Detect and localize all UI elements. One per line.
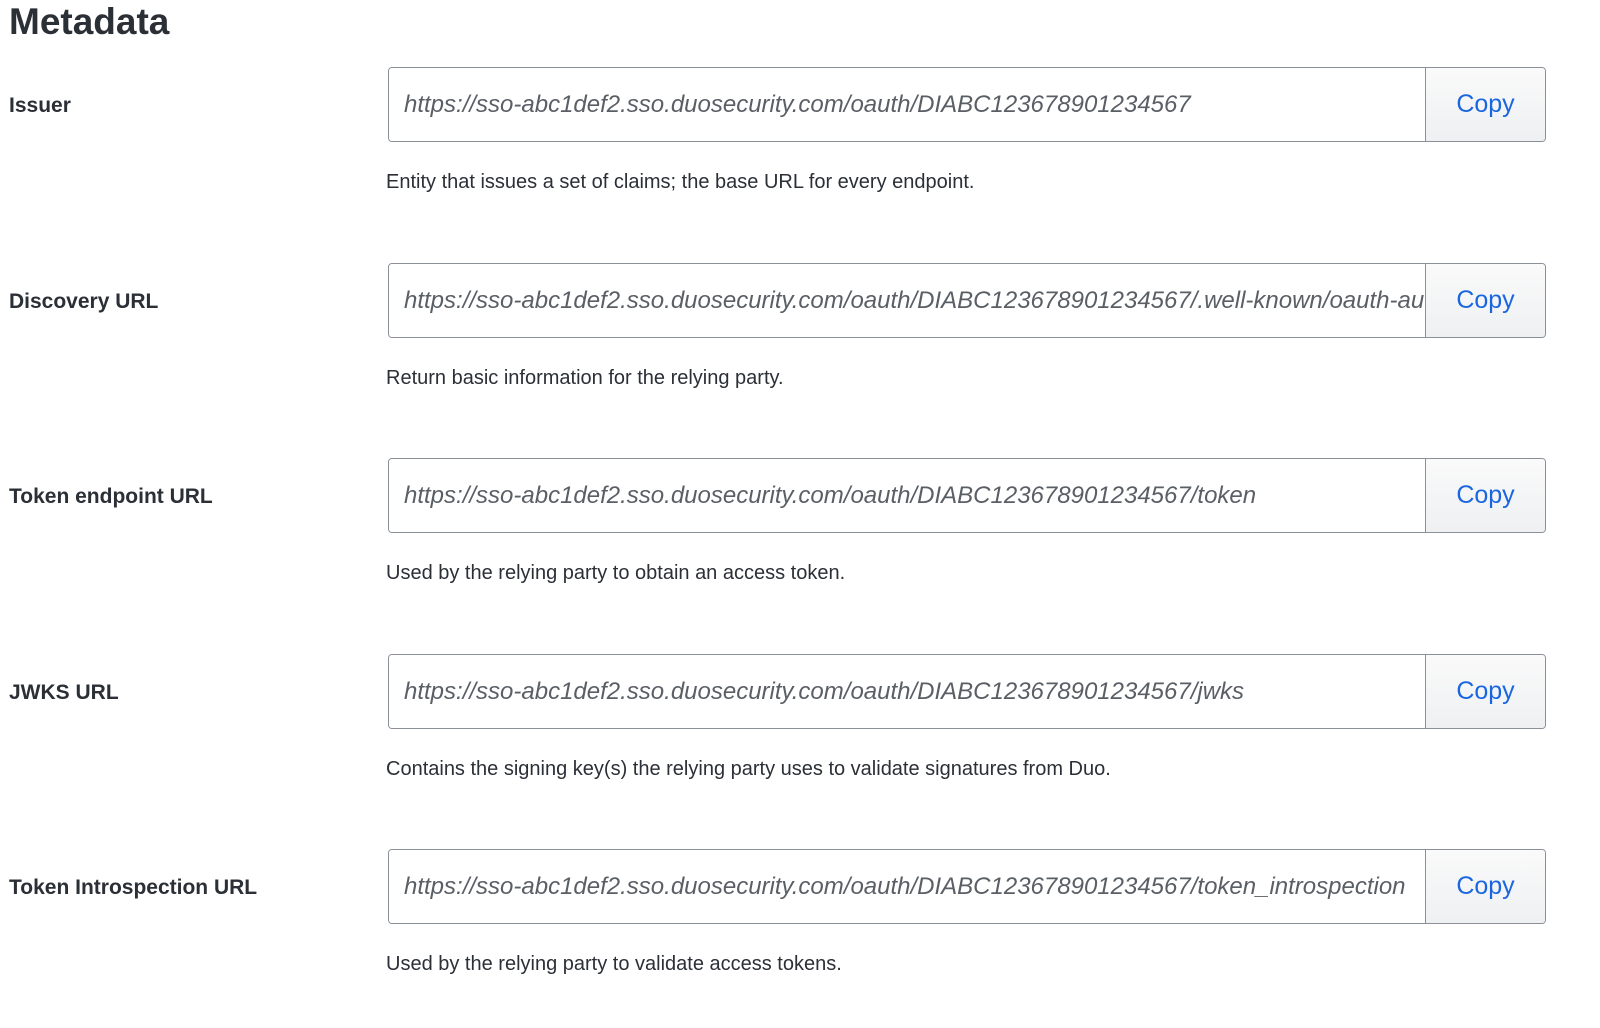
input-group bbox=[388, 849, 1546, 924]
discovery-url-input[interactable] bbox=[389, 264, 1425, 337]
field-label: Token Introspection URL bbox=[9, 876, 258, 899]
copy-button[interactable]: Copy bbox=[1425, 850, 1545, 923]
token-introspection-url-input[interactable] bbox=[389, 850, 1425, 923]
jwks-url-input[interactable] bbox=[389, 655, 1425, 728]
field-description: Entity that issues a set of claims; the base URL for every endpoint. bbox=[386, 171, 975, 193]
issuer-input[interactable] bbox=[389, 68, 1425, 141]
input-group bbox=[388, 67, 1546, 142]
field-description: Used by the relying party to validate access tokens. bbox=[386, 953, 842, 975]
copy-button[interactable]: Copy bbox=[1425, 459, 1545, 532]
field-description: Return basic information for the relying party. bbox=[386, 367, 784, 389]
field-description: Used by the relying party to obtain an access token. bbox=[386, 562, 846, 584]
copy-button[interactable]: Copy bbox=[1425, 264, 1545, 337]
input-group bbox=[388, 654, 1546, 729]
input-group bbox=[388, 458, 1546, 533]
field-label: Token endpoint URL bbox=[9, 485, 213, 508]
metadata-row-token-endpoint-url bbox=[0, 458, 1600, 618]
field-label: Issuer bbox=[9, 94, 71, 117]
token-endpoint-url-input[interactable] bbox=[389, 459, 1425, 532]
copy-button[interactable]: Copy bbox=[1425, 655, 1545, 728]
field-label: JWKS URL bbox=[9, 681, 119, 704]
field-label: Discovery URL bbox=[9, 290, 159, 313]
page-title: Metadata bbox=[9, 1, 170, 42]
metadata-row-jwks-url bbox=[0, 654, 1600, 814]
metadata-row-discovery-url bbox=[0, 263, 1600, 423]
input-group bbox=[388, 263, 1546, 338]
field-description: Contains the signing key(s) the relying party uses to validate signatures from Duo. bbox=[386, 758, 1111, 780]
metadata-row-token-introspection-url bbox=[0, 849, 1600, 1009]
metadata-row-issuer bbox=[0, 67, 1600, 227]
copy-button[interactable]: Copy bbox=[1425, 68, 1545, 141]
